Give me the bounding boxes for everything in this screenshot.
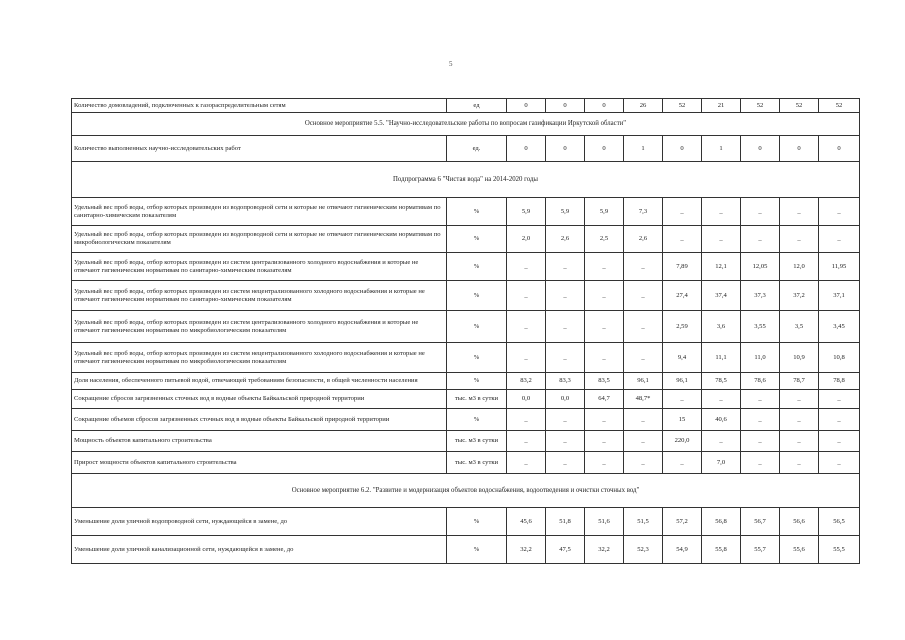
table-row	[72, 253, 860, 281]
value-cell: _	[507, 343, 546, 373]
section-title: Основное мероприятие 6.2. "Развитие и модернизация объектов водоснабжения, водоотведения и очистки сточных вод"	[72, 474, 860, 508]
value-cell: 83,2	[507, 373, 546, 390]
value-cell: 21	[702, 99, 741, 113]
value-cell: 56,8	[702, 508, 741, 536]
value-cell: _	[780, 431, 819, 452]
value-cell: 37,3	[741, 281, 780, 311]
indicator-name: Сокращение объемов сбросов загрязненных сточных вод в водные объекты Байкальской природной территории	[72, 409, 447, 431]
value-cell: _	[624, 409, 663, 431]
value-cell: 51,6	[585, 508, 624, 536]
section-row	[72, 474, 860, 508]
table-row	[72, 409, 860, 431]
value-cell: 37,1	[819, 281, 860, 311]
value-cell: 78,5	[702, 373, 741, 390]
value-cell: _	[780, 390, 819, 409]
value-cell: 3,6	[702, 311, 741, 343]
table-row	[72, 281, 860, 311]
unit-cell: %	[447, 373, 507, 390]
value-cell: 2,6	[624, 226, 663, 253]
value-cell: _	[741, 226, 780, 253]
value-cell: _	[507, 431, 546, 452]
value-cell: _	[546, 452, 585, 474]
value-cell: 37,4	[702, 281, 741, 311]
value-cell: _	[702, 198, 741, 226]
value-cell: 78,6	[741, 373, 780, 390]
value-cell: 56,6	[780, 508, 819, 536]
table-row	[72, 373, 860, 390]
value-cell: 48,7*	[624, 390, 663, 409]
value-cell: _	[546, 281, 585, 311]
value-cell: 0,0	[507, 390, 546, 409]
indicator-name: Удельный вес проб воды, отбор которых произведен из систем нецентрализованного холодного водоснабжения и которые не отвечают гигиеническим нормативам по микробиологическим показателям	[72, 343, 447, 373]
value-cell: 0	[819, 136, 860, 162]
unit-cell: тыс. м3 в сутки	[447, 390, 507, 409]
indicator-name: Удельный вес проб воды, отбор которых произведен из систем централизованного холодного водоснабжения и которые не отвечают гигиеническим нормативам по санитарно-химическим показателям	[72, 253, 447, 281]
value-cell: 96,1	[624, 373, 663, 390]
value-cell: 11,1	[702, 343, 741, 373]
value-cell: 52	[819, 99, 860, 113]
value-cell: 5,9	[585, 198, 624, 226]
value-cell: 5,9	[507, 198, 546, 226]
section-row	[72, 162, 860, 198]
unit-cell: %	[447, 536, 507, 564]
table-row	[72, 390, 860, 409]
value-cell: 52	[663, 99, 702, 113]
value-cell: 51,5	[624, 508, 663, 536]
value-cell: _	[546, 409, 585, 431]
value-cell: 7,0	[702, 452, 741, 474]
value-cell: _	[624, 253, 663, 281]
value-cell: 32,2	[507, 536, 546, 564]
indicator-name: Мощность объектов капитального строительства	[72, 431, 447, 452]
value-cell: _	[741, 390, 780, 409]
value-cell: 0	[546, 99, 585, 113]
value-cell: _	[507, 253, 546, 281]
table-row	[72, 536, 860, 564]
indicator-name: Прирост мощности объектов капитального строительства	[72, 452, 447, 474]
value-cell: 5,9	[546, 198, 585, 226]
value-cell: 32,2	[585, 536, 624, 564]
section-title: Основное мероприятие 5.5. "Научно-исследовательские работы по вопросам газификации Иркутской области"	[72, 113, 860, 136]
value-cell: 11,95	[819, 253, 860, 281]
unit-cell: %	[447, 311, 507, 343]
value-cell: 2,6	[546, 226, 585, 253]
value-cell: _	[624, 452, 663, 474]
value-cell: _	[780, 198, 819, 226]
indicators-table	[71, 98, 860, 564]
value-cell: 83,5	[585, 373, 624, 390]
value-cell: 64,7	[585, 390, 624, 409]
value-cell: _	[507, 311, 546, 343]
value-cell: _	[780, 226, 819, 253]
indicator-name: Сокращение сбросов загрязненных сточных вод в водные объекты Байкальской природной территории	[72, 390, 447, 409]
value-cell: 0,0	[546, 390, 585, 409]
value-cell: 12,1	[702, 253, 741, 281]
value-cell: _	[585, 431, 624, 452]
value-cell: 0	[780, 136, 819, 162]
value-cell: 2,59	[663, 311, 702, 343]
value-cell: _	[663, 452, 702, 474]
value-cell: _	[507, 409, 546, 431]
value-cell: 11,0	[741, 343, 780, 373]
value-cell: 0	[585, 99, 624, 113]
value-cell: 7,89	[663, 253, 702, 281]
value-cell: _	[780, 452, 819, 474]
unit-cell: %	[447, 226, 507, 253]
unit-cell: %	[447, 198, 507, 226]
section-row	[72, 113, 860, 136]
value-cell: _	[819, 226, 860, 253]
value-cell: _	[819, 431, 860, 452]
unit-cell: %	[447, 508, 507, 536]
value-cell: 10,8	[819, 343, 860, 373]
indicator-name: Удельный вес проб воды, отбор которых произведен из систем нецентрализованного холодного водоснабжения и которые не отвечают гигиеническим нормативам по санитарно-химическим показателям	[72, 281, 447, 311]
value-cell: 12,0	[780, 253, 819, 281]
table-row	[72, 198, 860, 226]
value-cell: 37,2	[780, 281, 819, 311]
value-cell: _	[741, 198, 780, 226]
table-row	[72, 99, 860, 113]
value-cell: 56,5	[819, 508, 860, 536]
value-cell: 51,8	[546, 508, 585, 536]
value-cell: _	[780, 409, 819, 431]
value-cell: 12,05	[741, 253, 780, 281]
indicator-name: Количество выполненных научно-исследовательских работ	[72, 136, 447, 162]
value-cell: 220,0	[663, 431, 702, 452]
section-title: Подпрограмма 6 "Чистая вода" на 2014-2020 годы	[72, 162, 860, 198]
value-cell: 0	[585, 136, 624, 162]
value-cell: _	[624, 281, 663, 311]
value-cell: 0	[507, 99, 546, 113]
value-cell: 7,3	[624, 198, 663, 226]
indicator-name: Удельный вес проб воды, отбор которых произведен из систем централизованного холодного водоснабжения и которые не отвечают гигиеническим нормативам по микробиологическим показателям	[72, 311, 447, 343]
value-cell: 83,3	[546, 373, 585, 390]
value-cell: _	[741, 409, 780, 431]
value-cell: _	[585, 311, 624, 343]
table-row	[72, 311, 860, 343]
value-cell: _	[819, 390, 860, 409]
value-cell: 26	[624, 99, 663, 113]
value-cell: 0	[663, 136, 702, 162]
value-cell: _	[819, 409, 860, 431]
unit-cell: тыс. м3 в сутки	[447, 452, 507, 474]
value-cell: 2,5	[585, 226, 624, 253]
value-cell: _	[702, 431, 741, 452]
table-row	[72, 226, 860, 253]
value-cell: 52	[780, 99, 819, 113]
unit-cell: %	[447, 253, 507, 281]
unit-cell: %	[447, 343, 507, 373]
value-cell: 78,8	[819, 373, 860, 390]
value-cell: _	[702, 390, 741, 409]
value-cell: _	[624, 343, 663, 373]
value-cell: 9,4	[663, 343, 702, 373]
value-cell: _	[819, 198, 860, 226]
value-cell: _	[624, 431, 663, 452]
value-cell: 52	[741, 99, 780, 113]
value-cell: _	[663, 198, 702, 226]
indicator-name: Удельный вес проб воды, отбор которых произведен из водопроводной сети и которые не отвечают гигиеническим нормативам по санитарно-химическим показателям	[72, 198, 447, 226]
value-cell: 56,7	[741, 508, 780, 536]
value-cell: _	[741, 431, 780, 452]
value-cell: _	[819, 452, 860, 474]
indicator-name: Уменьшение доли уличной водопроводной сети, нуждающейся в замене, до	[72, 508, 447, 536]
value-cell: 27,4	[663, 281, 702, 311]
value-cell: _	[585, 452, 624, 474]
value-cell: 47,5	[546, 536, 585, 564]
value-cell: 57,2	[663, 508, 702, 536]
value-cell: 0	[507, 136, 546, 162]
value-cell: 2,0	[507, 226, 546, 253]
value-cell: _	[585, 253, 624, 281]
table-row	[72, 452, 860, 474]
value-cell: _	[624, 311, 663, 343]
value-cell: 3,45	[819, 311, 860, 343]
value-cell: 1	[624, 136, 663, 162]
value-cell: 10,9	[780, 343, 819, 373]
value-cell: 55,7	[741, 536, 780, 564]
value-cell: 3,55	[741, 311, 780, 343]
value-cell: 55,6	[780, 536, 819, 564]
value-cell: 1	[702, 136, 741, 162]
table-row	[72, 431, 860, 452]
unit-cell: %	[447, 409, 507, 431]
unit-cell: ед.	[447, 136, 507, 162]
value-cell: 55,5	[819, 536, 860, 564]
indicator-name: Количество домовладений, подключенных к газораспределительным сетям	[72, 99, 447, 113]
unit-cell: тыс. м3 в сутки	[447, 431, 507, 452]
value-cell: 54,9	[663, 536, 702, 564]
value-cell: _	[663, 390, 702, 409]
unit-cell: ед	[447, 99, 507, 113]
value-cell: _	[507, 452, 546, 474]
indicator-name: Доля населения, обеспеченного питьевой водой, отвечающей требованиям безопасности, в общей численности населения	[72, 373, 447, 390]
value-cell: 45,6	[507, 508, 546, 536]
value-cell: 96,1	[663, 373, 702, 390]
value-cell: _	[585, 409, 624, 431]
value-cell: 52,3	[624, 536, 663, 564]
value-cell: 0	[741, 136, 780, 162]
value-cell: 40,6	[702, 409, 741, 431]
table-row	[72, 508, 860, 536]
value-cell: _	[585, 281, 624, 311]
page-number: 5	[449, 60, 453, 68]
indicator-name: Уменьшение доли уличной канализационной сети, нуждающейся в замене, до	[72, 536, 447, 564]
value-cell: _	[585, 343, 624, 373]
value-cell: _	[663, 226, 702, 253]
value-cell: 3,5	[780, 311, 819, 343]
value-cell: _	[546, 253, 585, 281]
value-cell: 78,7	[780, 373, 819, 390]
value-cell: 15	[663, 409, 702, 431]
table-row	[72, 343, 860, 373]
value-cell: _	[741, 452, 780, 474]
unit-cell: %	[447, 281, 507, 311]
value-cell: _	[546, 431, 585, 452]
value-cell: _	[507, 281, 546, 311]
table-row	[72, 136, 860, 162]
value-cell: 0	[546, 136, 585, 162]
value-cell: 55,8	[702, 536, 741, 564]
value-cell: _	[546, 343, 585, 373]
value-cell: _	[702, 226, 741, 253]
value-cell: _	[546, 311, 585, 343]
indicator-name: Удельный вес проб воды, отбор которых произведен из водопроводной сети и которые не отвечают гигиеническим нормативам по микробиологическим показателям	[72, 226, 447, 253]
